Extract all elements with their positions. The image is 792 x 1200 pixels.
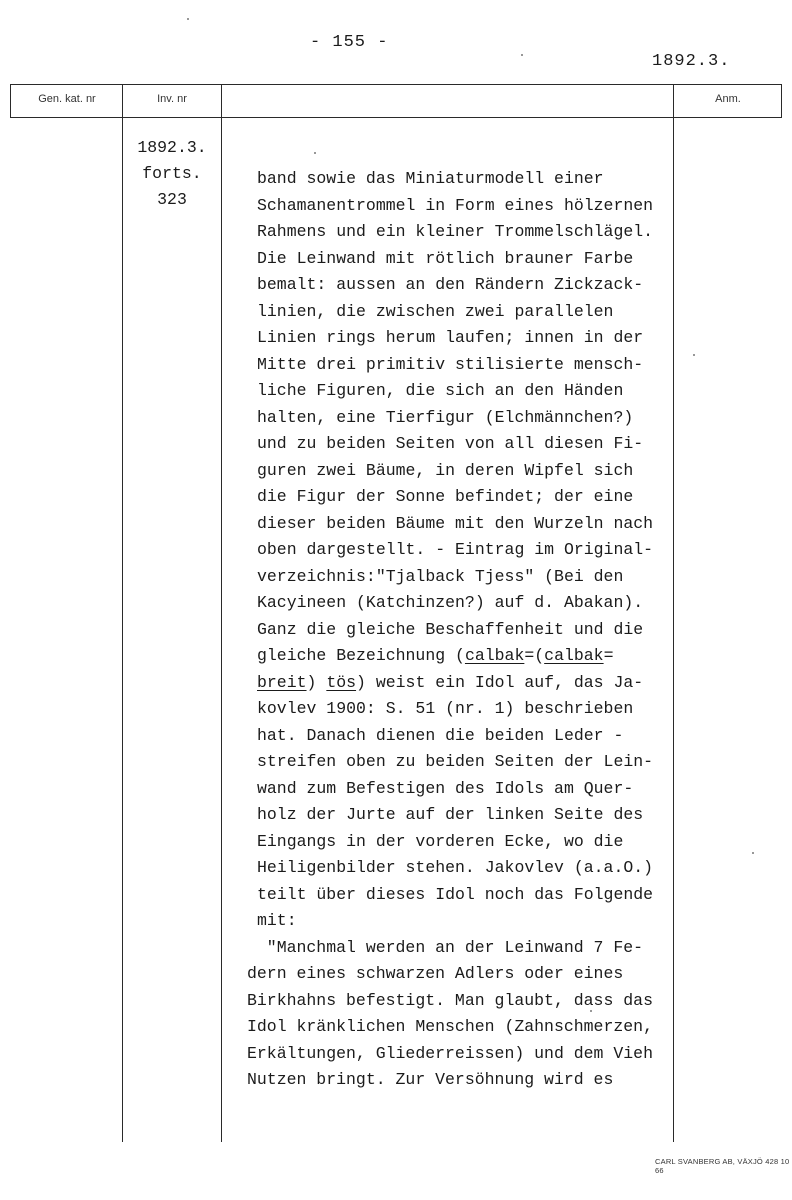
text-line	[257, 405, 633, 431]
text-segment: Ganz die gleiche Beschaffenheit und die	[257, 619, 644, 639]
paper-speck	[590, 1010, 592, 1012]
text-line	[257, 458, 633, 484]
text-segment: Kacyineen (Katchinzen?) auf d. Abakan).	[257, 593, 644, 612]
printer-imprint: CARL SVANBERG AB, VÄXJÖ 428 10 66	[655, 1157, 790, 1175]
table-header-rule	[10, 117, 782, 118]
column-divider-gen-inv	[122, 84, 123, 1142]
header-anm: Anm.	[715, 93, 741, 105]
text-segment: Schamanentrommel in Form eines hölzernen	[257, 195, 654, 215]
text-segment: Erkältungen, Gliederreissen) und dem Vieh	[247, 1043, 653, 1063]
text-line	[247, 1041, 653, 1067]
text-segment: linien, die zwischen zwei parallelen	[257, 301, 614, 321]
text-segment: band sowie das Miniaturmodell einer	[257, 169, 604, 188]
text-line	[257, 325, 643, 351]
text-line	[257, 776, 633, 802]
table-top-rule	[10, 84, 782, 85]
text-line	[257, 431, 643, 457]
text-line	[257, 908, 297, 934]
table-right-border	[781, 84, 782, 117]
text-line	[247, 935, 643, 961]
text-line	[257, 272, 643, 298]
page-accession-code: 1892.3.	[652, 52, 731, 71]
text-line	[257, 511, 653, 537]
column-divider-text-anm	[673, 84, 674, 1142]
text-line	[257, 219, 653, 245]
underlined-term: calbak	[464, 646, 525, 665]
text-segment: oben dargestellt. - Eintrag im Original-	[257, 540, 654, 559]
text-line	[247, 988, 653, 1014]
text-segment: )	[306, 672, 327, 692]
text-line	[257, 352, 643, 378]
text-line	[257, 802, 643, 828]
text-segment: die Figur der Sonne befindet; der eine	[257, 487, 634, 506]
text-line	[257, 749, 653, 775]
text-segment: dieser beiden Bäume mit den Wurzeln nach	[257, 513, 654, 533]
underlined-term: calbak	[544, 646, 604, 665]
text-line	[247, 961, 623, 987]
text-segment: Idol kränklichen Menschen (Zahnschmerzen,	[247, 1017, 653, 1036]
text-line	[257, 617, 643, 643]
inventory-continued-note: forts.	[142, 164, 202, 183]
text-segment: verzeichnis:"Tjalback Tjess" (Bei den	[257, 566, 624, 586]
text-line	[257, 537, 653, 563]
text-line	[257, 696, 633, 722]
text-line	[247, 1014, 653, 1040]
text-segment: teilt über dieses Idol noch das Folgende	[257, 884, 654, 904]
underlined-term: tös	[326, 672, 357, 692]
text-segment: ) weist ein Idol auf, das Ja-	[356, 672, 644, 692]
paper-speck	[187, 18, 189, 20]
paper-speck	[521, 54, 523, 56]
text-segment: guren zwei Bäume, in deren Wipfel sich	[257, 460, 634, 480]
text-segment: =	[603, 646, 614, 665]
header-gen-kat-nr: Gen. kat. nr	[38, 93, 96, 105]
text-segment: hat. Danach dienen die beiden Leder -	[257, 725, 624, 745]
text-segment: Birkhahns befestigt. Man glaubt, dass das	[247, 990, 653, 1010]
text-line	[257, 166, 604, 192]
text-segment: =(	[524, 646, 545, 665]
text-segment: dern eines schwarzen Adlers oder eines	[247, 964, 624, 983]
text-line	[257, 882, 653, 908]
text-segment: kovlev 1900: S. 51 (nr. 1) beschrieben	[257, 699, 634, 718]
text-line	[257, 484, 633, 510]
text-segment: halten, eine Tierfigur (Elchmännchen?)	[257, 407, 634, 427]
text-segment: liche Figuren, die sich an den Händen	[257, 381, 624, 400]
inventory-number: 1892.3.	[137, 138, 207, 157]
text-line	[257, 193, 653, 219]
text-segment: Die Leinwand mit rötlich brauner Farbe	[257, 248, 634, 268]
text-line	[257, 643, 614, 669]
underlined-term: breit	[257, 672, 307, 692]
text-segment: holz der Jurte auf der linken Seite des	[257, 805, 644, 824]
page-number: - 155 -	[310, 33, 389, 52]
text-line	[257, 723, 623, 749]
text-line	[257, 299, 613, 325]
text-line	[257, 855, 653, 881]
text-segment: Heiligenbilder stehen. Jakovlev (a.a.O.)	[257, 858, 654, 877]
table-left-border	[10, 84, 11, 117]
text-segment: gleiche Bezeichnung (	[257, 646, 465, 665]
paper-speck	[693, 354, 695, 356]
text-line	[257, 378, 623, 404]
text-segment: Linien rings herum laufen; innen in der	[257, 328, 644, 347]
text-segment: streifen oben zu beiden Seiten der Lein-	[257, 752, 654, 771]
text-line	[257, 590, 643, 616]
text-line	[257, 564, 623, 590]
paper-speck	[752, 852, 754, 854]
text-segment: Mitte drei primitiv stilisierte mensch-	[257, 354, 644, 374]
text-line	[257, 670, 643, 696]
text-segment: und zu beiden Seiten von all diesen Fi-	[257, 434, 644, 453]
text-line	[257, 246, 633, 272]
text-segment: bemalt: aussen an den Rändern Zickzack-	[257, 275, 644, 294]
text-line	[247, 1067, 613, 1093]
text-segment: mit:	[257, 911, 297, 930]
text-segment: Nutzen bringt. Zur Versöhnung wird es	[247, 1070, 614, 1089]
text-segment: Rahmens und ein kleiner Trommelschlägel.	[257, 222, 654, 241]
text-segment: Eingangs in der vorderen Ecke, wo die	[257, 831, 624, 851]
text-segment: "Manchmal werden an der Leinwand 7 Fe-	[247, 937, 644, 957]
text-segment: wand zum Befestigen des Idols am Quer-	[257, 778, 634, 798]
header-inv-nr: Inv. nr	[157, 93, 187, 105]
text-line	[257, 829, 623, 855]
column-divider-inv-text	[221, 84, 222, 1142]
inventory-item-number: 323	[157, 190, 187, 209]
paper-speck	[314, 152, 316, 154]
